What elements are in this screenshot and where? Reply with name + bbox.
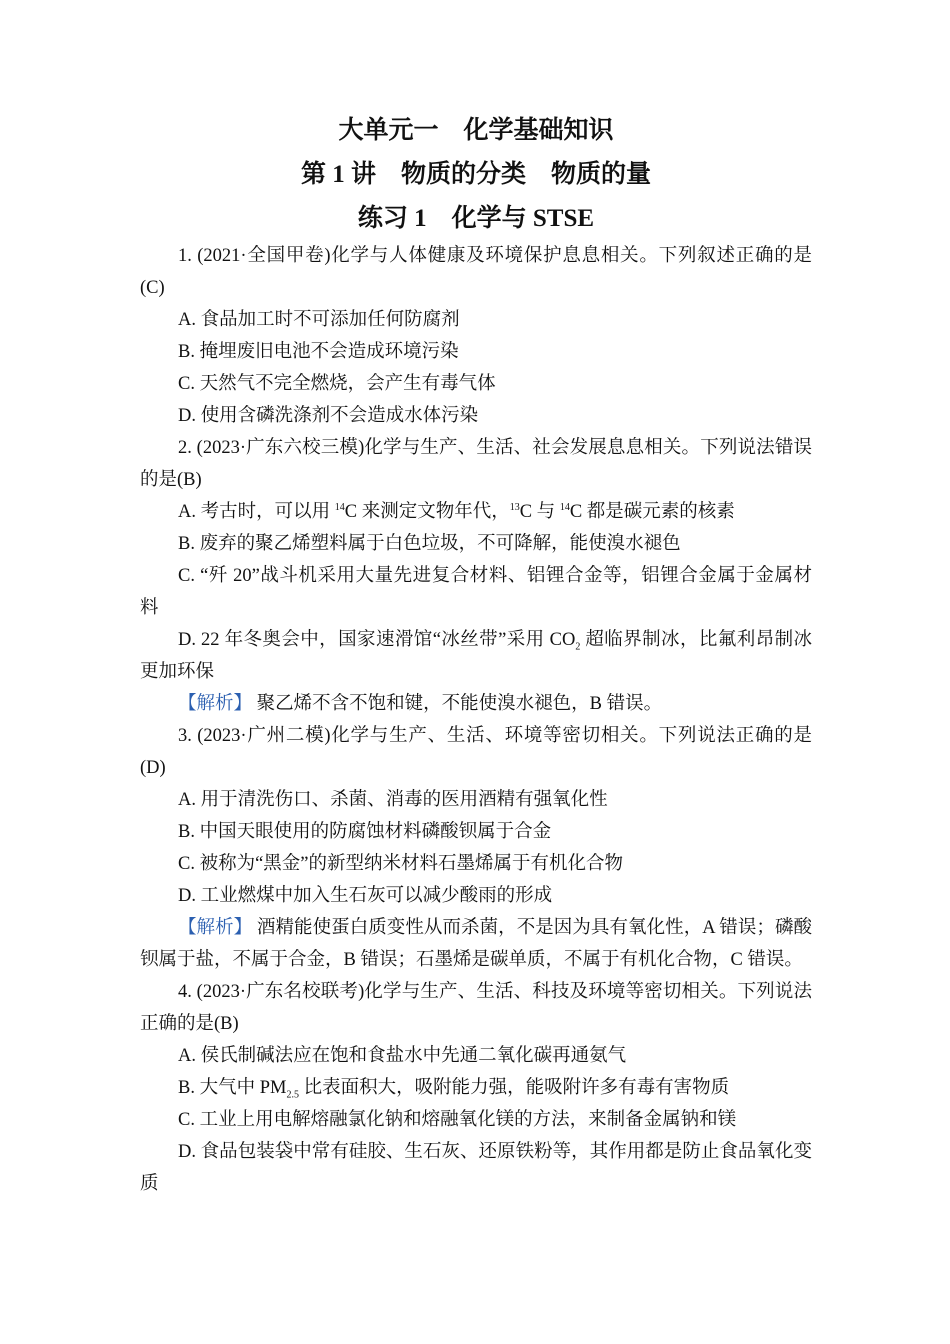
question-3-analysis: 【解析】 酒精能使蛋白质变性从而杀菌，不是因为具有氧化性，A 错误；磷酸钡属于盐，不属于合金，B 错误；石墨烯是碳单质，不属于有机化合物，C 错误。: [140, 918, 812, 970]
question-4-stem: 4. (2023·广东名校联考)化学与生产、生活、科技及环境等密切相关。下列说法正确的是(B): [140, 982, 812, 1034]
question-3-stem: 3. (2023·广州二模)化学与生产、生活、环境等密切相关。下列说法正确的是(D): [140, 726, 812, 778]
question-2-analysis: 【解析】 聚乙烯不含不饱和键，不能使溴水褪色，B 错误。: [178, 694, 663, 714]
question-2-option-b: B. 废弃的聚乙烯塑料属于白色垃圾，不可降解，能使溴水褪色: [178, 534, 681, 554]
question-3-option-a: A. 用于清洗伤口、杀菌、消毒的医用酒精有强氧化性: [178, 790, 608, 810]
question-1-stem: 1. (2021·全国甲卷)化学与人体健康及环境保护息息相关。下列叙述正确的是(C): [140, 246, 812, 298]
question-1-option-a: A. 食品加工时不可添加任何防腐剂: [178, 310, 460, 330]
unit-title: 大单元一 化学基础知识: [338, 117, 614, 144]
analysis-label: 【解析】: [178, 694, 253, 714]
question-4-option-d: D. 食品包装袋中常有硅胶、生石灰、还原铁粉等，其作用都是防止食品氧化变质: [140, 1142, 812, 1194]
question-2-option-a: A. 考古时，可以用 $^{14}$C 来测定文物年代，$^{13}$C 与 $^{14}$C 都是碳元素的核素: [178, 501, 735, 522]
question-2-option-c: C. “歼 20”战斗机采用大量先进复合材料、铝锂合金等，铝锂合金属于金属材料: [140, 566, 812, 618]
question-3-option-c: C. 被称为“黑金”的新型纳米材料石墨烯属于有机化合物: [178, 854, 624, 874]
question-4-option-a: A. 侯氏制碱法应在饱和食盐水中先通二氧化碳再通氨气: [178, 1046, 627, 1066]
question-3-option-d: D. 工业燃煤中加入生石灰可以减少酸雨的形成: [178, 886, 553, 906]
lecture-title: 第 1 讲 物质的分类 物质的量: [300, 161, 651, 188]
question-2-stem: 2. (2023·广东六校三模)化学与生产、生活、社会发展息息相关。下列说法错误的是(B): [140, 438, 812, 490]
question-1-option-c: C. 天然气不完全燃烧，会产生有毒气体: [178, 374, 496, 394]
question-3-option-b: B. 中国天眼使用的防腐蚀材料磷酸钡属于合金: [178, 822, 552, 842]
practice-title: 练习 1 化学与 STSE: [357, 205, 595, 232]
question-1-option-d: D. 使用含磷洗涤剂不会造成水体污染: [178, 406, 479, 426]
analysis-label: 【解析】: [178, 918, 253, 938]
question-4-option-c: C. 工业上用电解熔融氯化钠和熔融氧化镁的方法，来制备金属钠和镁: [178, 1110, 737, 1130]
question-4-option-b: B. 大气中 $PM_{2.5}$ 比表面积大，吸附能力强，能吸附许多有毒有害物质: [178, 1078, 730, 1101]
question-1-option-b: B. 掩埋废旧电池不会造成环境污染: [178, 342, 459, 362]
document-page: [140, 118, 812, 1200]
question-2-option-d: D. 22 年冬奥会中，国家速滑馆“冰丝带”采用 $CO_2$ 超临界制冰，比氟利昂制冰更加环保: [140, 630, 812, 682]
